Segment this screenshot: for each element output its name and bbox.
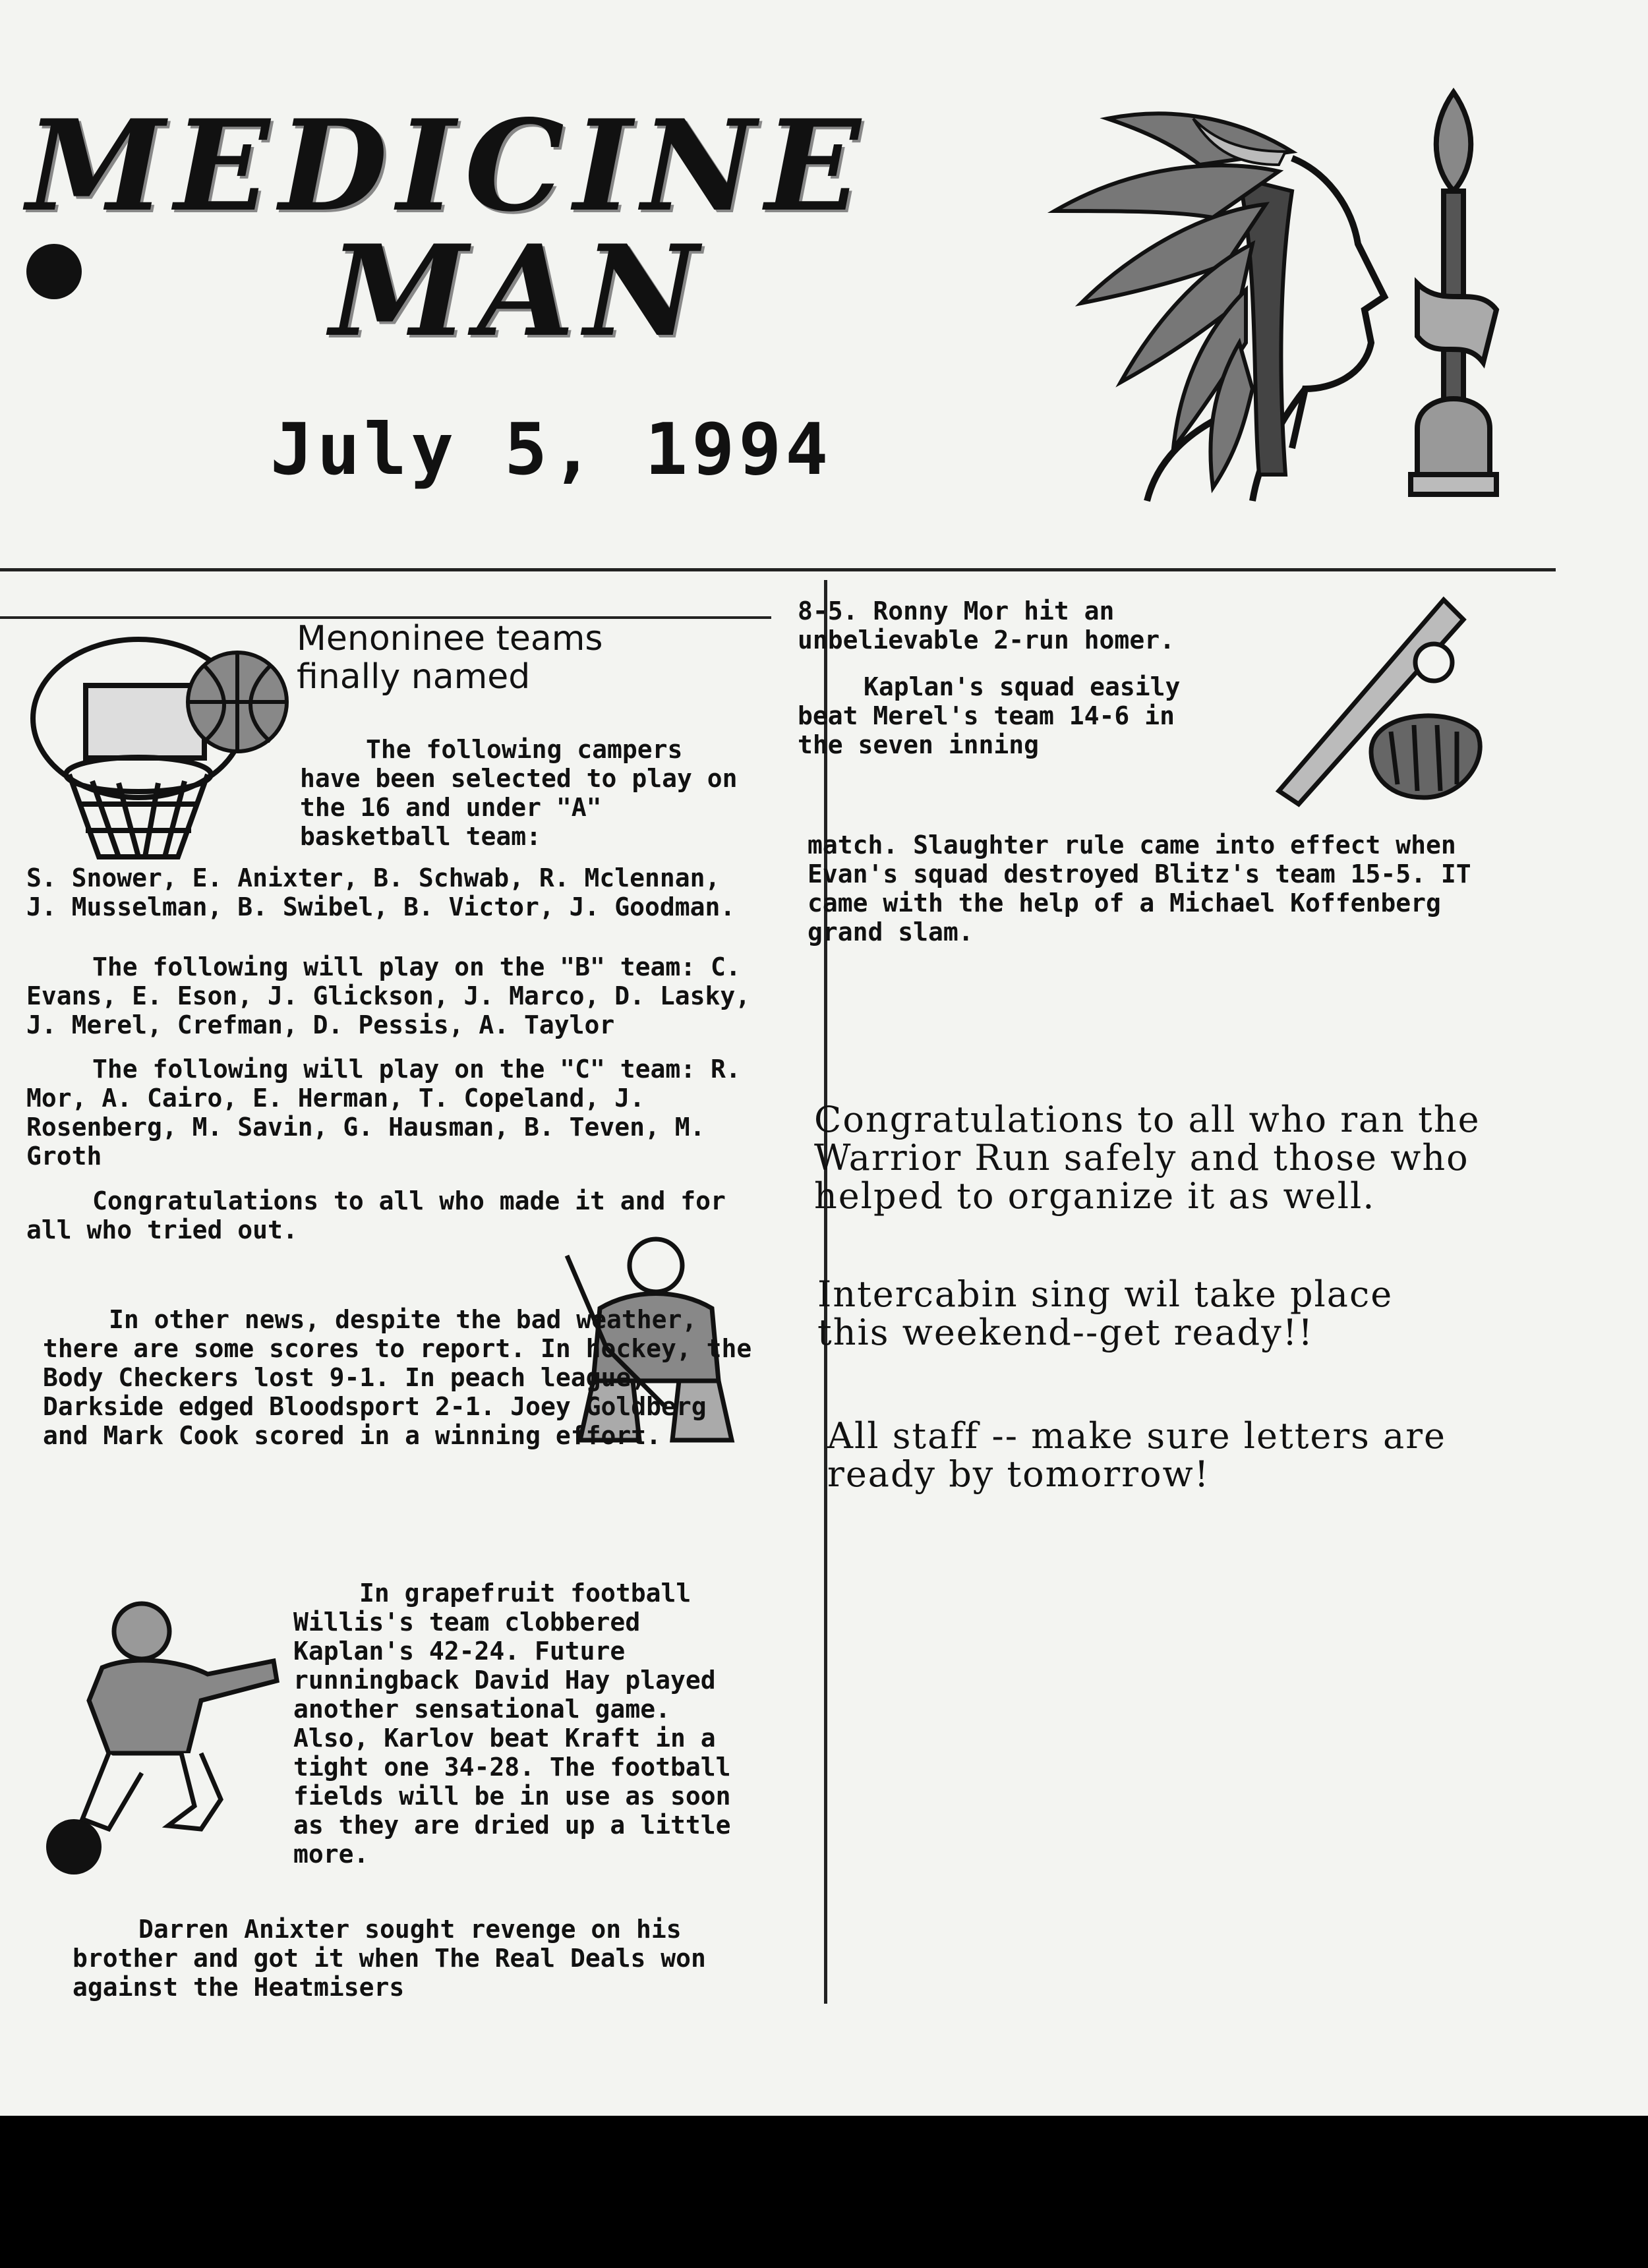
torch-icon xyxy=(1404,86,1503,494)
basketball-hoop-icon xyxy=(20,633,290,863)
kaplan-squad: Kaplan's squad easily beat Merel's team 14-6 in the seven inning xyxy=(798,672,1181,759)
masthead-date: July 5, 1994 xyxy=(270,409,833,491)
baseball-continued: 8-5. Ronny Mor hit an unbelievable 2-run homer. xyxy=(798,596,1175,654)
masthead-title-line1: MEDICINE xyxy=(26,92,870,239)
c-team-roster: The following will play on the "C" team: R. Mor, A. Cairo, E. Herman, T. Copeland, J. Rosenberg, M. Savin, G. Hausman, B. Teven, M. Groth xyxy=(26,1055,741,1171)
grapefruit-football: In grapefruit football Willis's team clobbered Kaplan's 42-24. Future runningback David Hay played another sensational game. Also, Karlov beat Kraft in a tight one 34-28. The football fields will be in use as soon as they are dried up a little more. xyxy=(293,1579,731,1869)
masthead-title-line2: MAN xyxy=(330,218,708,364)
other-news: In other news, despite the bad weather, there are some scores to report. In hockey, the Body Checkers lost 9-1. In peach league, Darkside edged Bloodsport 2-1. Joey Goldberg and Mark Cook scored in a winning effort. xyxy=(43,1305,752,1450)
darren-anixter: Darren Anixter sought revenge on his brother and got it when The Real Deals won against the Heatmisers xyxy=(73,1915,706,2002)
slaughter-rule-match: match. Slaughter rule came into effect when Evan's squad destroyed Blitz's team 15-5. IT came with the help of a Michael Koffenberg grand slam. xyxy=(808,830,1471,946)
punch-hole-top xyxy=(26,244,82,299)
staff-letters-notice: All staff -- make sure letters are ready by tomorrow! xyxy=(827,1415,1447,1495)
congrats-tryouts: Congratulations to all who made it and for all who tried out. xyxy=(26,1186,726,1244)
b-team-roster: The following will play on the "B" team: C. Evans, E. Eson, J. Glickson, J. Marco, D. Lasky, J. Merel, Crefman, D. Pessis, A. Taylor xyxy=(26,952,751,1039)
masthead-divider xyxy=(0,568,1556,571)
baseball-bat-glove-icon xyxy=(1266,593,1543,817)
chief-headdress-icon xyxy=(1042,79,1411,501)
a-team-roster: S. Snower, E. Anixter, B. Schwab, R. Mclennan, J. Musselman, B. Swibel, B. Victor, J. Goodman. xyxy=(26,863,736,921)
warrior-run-notice: Congratulations to all who ran the Warrior Run safely and those who helped to organize it as well. xyxy=(814,1099,1481,1217)
intercabin-sing-notice: Intercabin sing wil take place this weekend--get ready!! xyxy=(817,1273,1394,1353)
basketball-intro: The following campers have been selected to play on the 16 and under "A" basketball team: xyxy=(300,735,738,851)
article-headline: Menoninee teams finally named xyxy=(297,619,603,697)
